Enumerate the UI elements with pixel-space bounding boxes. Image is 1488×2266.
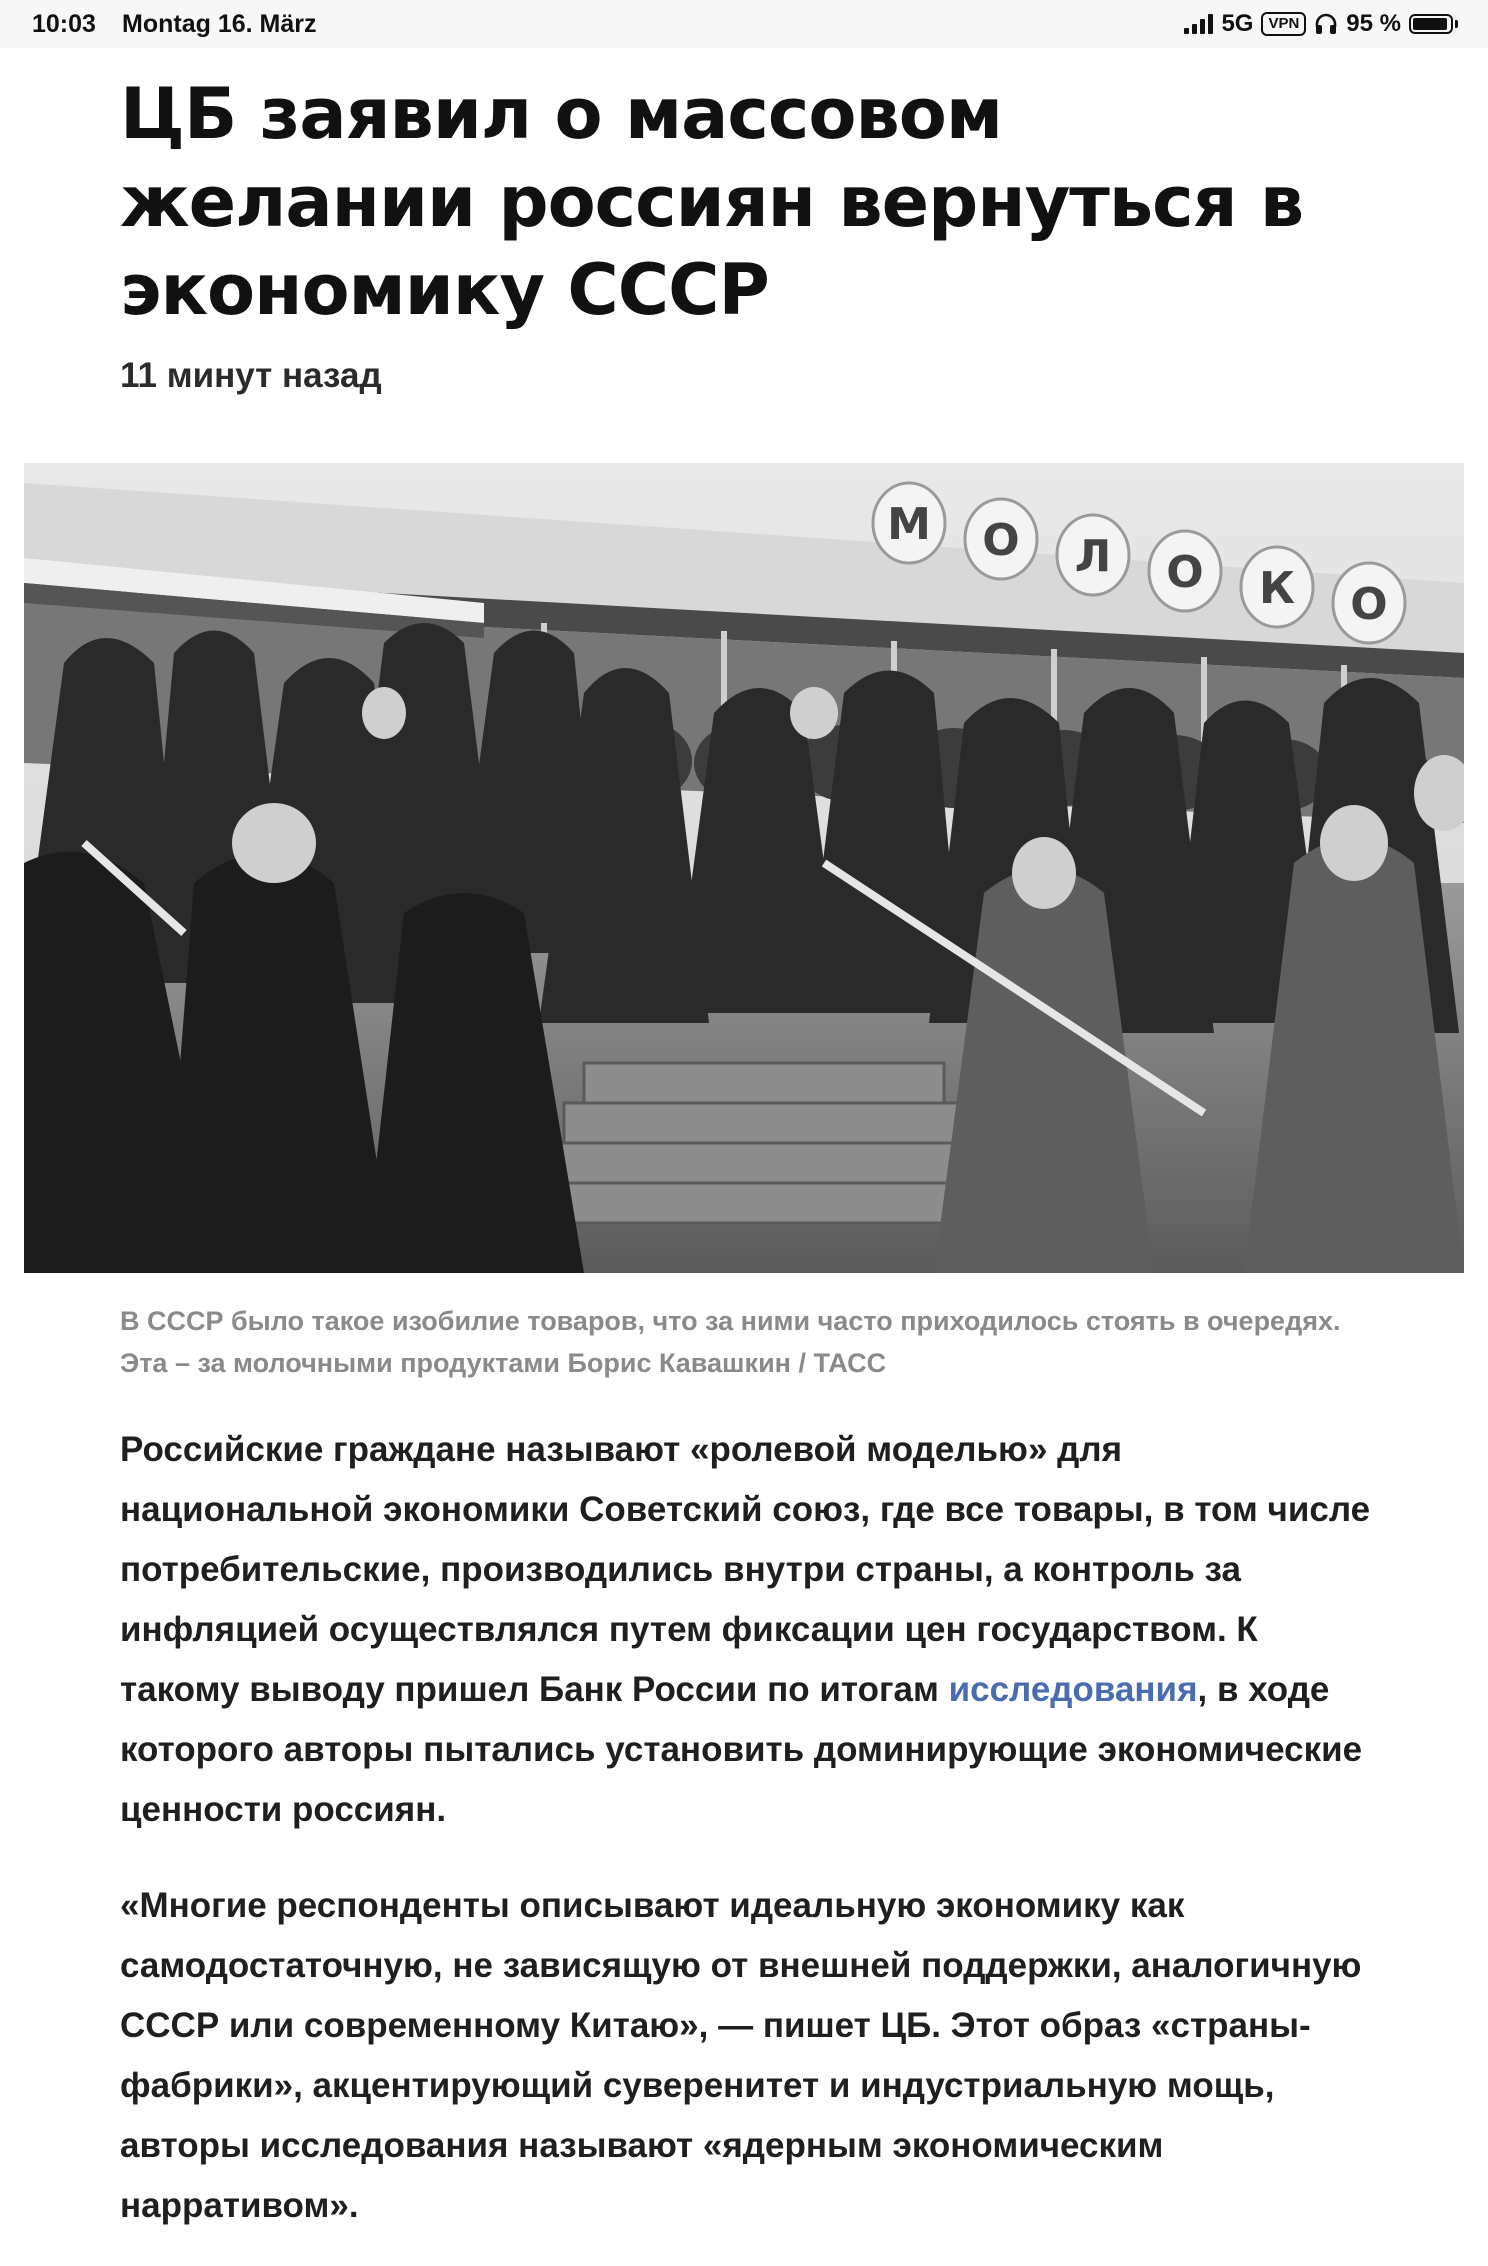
- battery-percent: 95 %: [1346, 10, 1401, 37]
- svg-text:О: О: [1166, 547, 1204, 598]
- svg-text:Л: Л: [1074, 531, 1112, 582]
- sign-letter: [1149, 531, 1221, 611]
- article-timestamp: 11 минут назад: [120, 356, 382, 395]
- network-type: 5G: [1221, 10, 1254, 37]
- status-indicators: [1184, 9, 1458, 39]
- status-time: 10:03: [32, 10, 96, 38]
- svg-text:О: О: [982, 515, 1020, 566]
- svg-text:К: К: [1259, 563, 1295, 614]
- sign-letter: [873, 483, 945, 563]
- svg-text:М: М: [887, 499, 931, 550]
- photo-caption: В СССР было такое изобилие товаров, что за ними часто приходилось стоять в очередях. Эта – за молочными продуктами Борис Кавашкин / ТАСС: [120, 1306, 1341, 1378]
- status-date: Montag 16. März: [122, 10, 317, 38]
- sign-letter: [1241, 547, 1313, 627]
- signal-icon: [1184, 14, 1213, 34]
- sign-letter: [1333, 563, 1405, 643]
- paragraph-1-text-end: , в ходе которого авторы пытались установить доминирующие экономические ценности россиян.: [120, 1670, 1363, 1829]
- svg-text:О: О: [1350, 579, 1388, 630]
- article-title: ЦБ заявил о массовом желании россиян вернуться в экономику СССР: [120, 73, 1304, 331]
- research-link[interactable]: исследования: [948, 1670, 1198, 1709]
- article-photo[interactable]: [24, 463, 1464, 1273]
- vpn-badge: VPN: [1261, 12, 1306, 36]
- article-paragraph-1: [120, 1420, 1380, 1840]
- paragraph-1-text-start: Российские граждане называют «ролевой моделью» для национальной экономики Советский союз, где все товары, в том числе потребительские, производились внутри страны, а контроль за инфляцией осуществлялся путем фиксации цен государством. К такому выводу пришел Банк России по итогам: [120, 1430, 1371, 1709]
- battery-icon: [1409, 14, 1458, 34]
- article-paragraph-2: «Многие респонденты описывают идеальную экономику как самодостаточную, не зависящую от внешней поддержки, аналогичную СССР или современному Китаю», — пишет ЦБ. Этот образ «страны-фабрики», акцентирующий суверенитет и индустриальную мощь, авторы исследования называют «ядерным экономическим нарративом».: [120, 1886, 1362, 2225]
- sign-letter: [1057, 515, 1129, 595]
- headphones-icon: [1314, 12, 1338, 36]
- status-bar: [0, 0, 1488, 48]
- sign-letter: [965, 499, 1037, 579]
